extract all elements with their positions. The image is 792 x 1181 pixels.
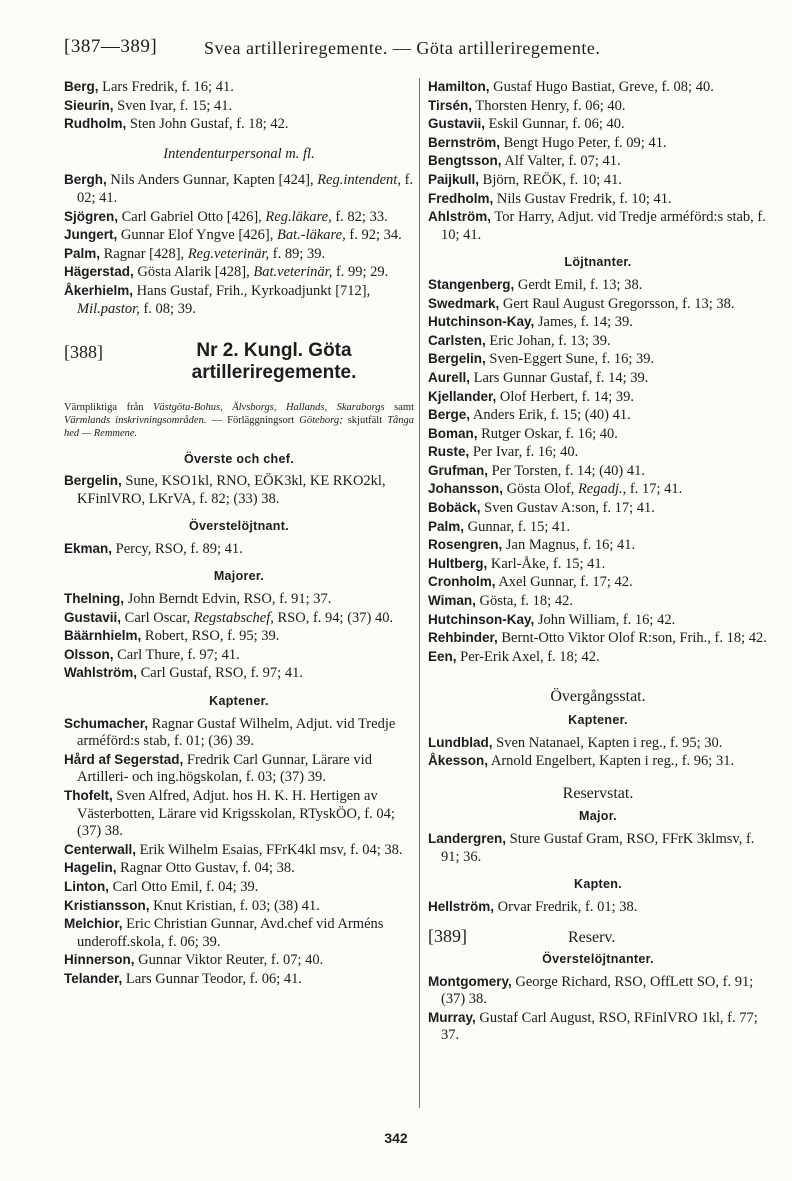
list-item: [428, 518, 768, 537]
desc-field: Tånga hed — Remmene.: [64, 414, 415, 439]
entry-role: Reg.läkare,: [265, 208, 332, 225]
entry-list: [64, 171, 414, 318]
list-item: [64, 97, 414, 116]
entry-surname: Thofelt,: [64, 788, 113, 804]
entry-details: Gunnar Viktor Reuter, f. 07; 40.: [138, 952, 324, 969]
entry-surname: Hutchinson-Kay,: [428, 611, 535, 627]
entry-surname: Palm,: [428, 518, 465, 534]
entry-details: Carl Otto Emil, f. 04; 39.: [112, 878, 259, 895]
entry-details: Gösta Alarik [428],: [137, 264, 250, 281]
entry-details: Gustaf Carl August, RSO, RFinlVRO 1kl, f. 77; 37.: [441, 1009, 758, 1044]
entry-surname: Olsson,: [64, 646, 114, 662]
entry-surname: Hagelin,: [64, 860, 117, 876]
regiment-name: Nr 2. Kungl. Göta artilleriregemente.: [191, 340, 357, 384]
list-item: [428, 332, 768, 351]
entry-surname: Hutchinson-Kay,: [428, 314, 535, 330]
page-number-389: [389]: [428, 926, 467, 947]
entry-surname: Cronholm,: [428, 574, 496, 590]
entry-details: Bengt Hugo Peter, f. 09; 41.: [503, 134, 667, 151]
entry-surname: Sieurin,: [64, 97, 114, 113]
regiment-title: [64, 340, 414, 396]
entry-surname: Åkerhielm,: [64, 282, 134, 298]
entry-surname: Grufman,: [428, 462, 489, 478]
list-item: [64, 78, 414, 97]
entry-list: [428, 973, 768, 1045]
list-item: [64, 951, 414, 970]
list-item: [64, 171, 414, 207]
entry-details: Hans Gustaf, Frih., Kyrkoadjunkt [712],: [136, 282, 371, 299]
entry-surname: Aurell,: [428, 369, 471, 385]
entry-list: [64, 472, 414, 508]
entry-surname: Hultberg,: [428, 555, 488, 571]
entry-details: Eskil Gunnar, f. 06; 40.: [488, 116, 625, 133]
entry-details: Eric Christian Gunnar, Avd.chef vid Arméns underoff.skola, f. 06; 39.: [77, 916, 384, 950]
section-heading-overgangsstat: Övergångsstat.: [550, 688, 646, 706]
entry-surname: Hård af Segerstad,: [64, 751, 184, 767]
list-item: [428, 97, 768, 116]
list-item: [64, 627, 414, 646]
section-heading-kaptener: Kaptener.: [568, 713, 628, 727]
list-item: [64, 915, 414, 951]
entry-dates: f. 17; 41.: [629, 481, 683, 498]
entry-surname: Rudholm,: [64, 116, 127, 132]
list-item: [64, 897, 414, 916]
list-item: [64, 226, 414, 245]
entry-surname: Melchior,: [64, 916, 123, 932]
list-item: [64, 245, 414, 264]
entry-details: Axel Gunnar, f. 17; 42.: [498, 574, 633, 591]
list-item: [64, 472, 414, 508]
list-item: [428, 973, 768, 1009]
entry-details: Robert, RSO, f. 95; 39.: [144, 628, 280, 645]
entry-details: Olof Herbert, f. 14; 39.: [499, 388, 634, 405]
list-item: [428, 171, 768, 190]
entry-details: Sven Natanael, Kapten i reg., f. 95; 30.: [496, 734, 723, 751]
entry-dates: f. 82; 33.: [335, 208, 388, 225]
entry-details: Rutger Oskar, f. 16; 40.: [481, 425, 618, 442]
entry-surname: Thelning,: [64, 591, 124, 607]
list-item: [64, 787, 414, 841]
entry-details: Orvar Fredrik, f. 01; 38.: [497, 898, 638, 915]
entry-details: Gösta Olof,: [506, 481, 575, 498]
list-item: [428, 648, 768, 667]
list-item: [428, 313, 768, 332]
list-item: [428, 115, 768, 134]
entry-details: Eric Johan, f. 13; 39.: [489, 332, 611, 349]
left-column: [64, 78, 414, 989]
list-item: [428, 276, 768, 295]
page-header: [64, 36, 744, 64]
section-heading-reservstat: Reservstat.: [562, 784, 634, 802]
entry-details: Sten John Gustaf, f. 18; 42.: [129, 116, 289, 133]
list-item: [428, 295, 768, 314]
list-item: [428, 752, 768, 771]
desc-text: skjutfält: [347, 414, 383, 426]
entry-surname: Telander,: [64, 970, 123, 986]
entry-surname: Hinnerson,: [64, 952, 135, 968]
entry-dates: RSO, f. 94; (37) 40.: [277, 609, 394, 626]
entry-details: James, f. 14; 39.: [537, 314, 633, 331]
entry-details: Ragnar Otto Gustav, f. 04; 38.: [120, 860, 295, 877]
entry-details: Sven Alfred, Adjut. hos H. K. H. Hertigen av Västerbotten, Lärare vid Krigsskolan, RTyskÖO, f. 04; (37) 38.: [77, 788, 395, 840]
entry-details: Ragnar Gustaf Wilhelm, Adjut. vid Tredje arméförd:s stab, f. 01; (36) 39.: [77, 715, 396, 750]
entry-details: Nils Gustav Fredrik, f. 10; 41.: [496, 190, 672, 207]
section-heading-overste: Överste och chef.: [183, 451, 294, 466]
entry-surname: Landergren,: [428, 830, 507, 846]
list-item: [64, 263, 414, 282]
entry-role: Regstabschef,: [193, 609, 274, 626]
list-item: [428, 573, 768, 592]
entry-details: Karl-Åke, f. 15; 41.: [490, 555, 606, 572]
entry-surname: Lundblad,: [428, 734, 493, 750]
entry-role: Reg.intendent,: [317, 172, 401, 189]
entry-surname: Centerwall,: [64, 841, 137, 857]
entry-details: Gunnar, f. 15; 41.: [467, 518, 571, 535]
list-item: [428, 350, 768, 369]
entry-details: George Richard, RSO, OffLett SO, f. 91; (37) 38.: [441, 973, 754, 1008]
entry-details: Lars Gunnar Gustaf, f. 14; 39.: [473, 369, 649, 386]
entry-details: Carl Gabriel Otto [426],: [121, 208, 262, 225]
list-item: [428, 629, 768, 648]
list-item: [64, 878, 414, 897]
entry-surname: Johansson,: [428, 481, 504, 497]
desc-place: Göteborg;: [299, 414, 343, 426]
entry-details: Nils Anders Gunnar, Kapten [424],: [110, 172, 314, 189]
list-item: [428, 462, 768, 481]
entry-details: John Berndt Edvin, RSO, f. 91; 37.: [127, 591, 332, 608]
list-item: [428, 134, 768, 153]
entry-role: Regadj.,: [577, 481, 627, 498]
list-item: [428, 369, 768, 388]
entry-list: [64, 78, 414, 134]
list-item: [428, 425, 768, 444]
section-heading-major: Major.: [579, 809, 617, 824]
entry-surname: Tirsén,: [428, 97, 473, 113]
entry-role: Bat.-läkare,: [277, 227, 346, 244]
entry-details: Ragnar [428],: [103, 245, 185, 262]
entry-dates: f. 99; 29.: [335, 264, 389, 281]
entry-details: Lars Gunnar Teodor, f. 06; 41.: [125, 970, 303, 987]
entry-dates: f. 89; 39.: [272, 245, 326, 262]
list-item: [428, 190, 768, 209]
entry-details: Carl Thure, f. 97; 41.: [117, 646, 240, 663]
entry-dates: f. 02; 41.: [77, 172, 414, 206]
entry-details: Sven Gustav A:son, f. 17; 41.: [484, 500, 655, 517]
entry-surname: Palm,: [64, 245, 101, 261]
list-item: [428, 536, 768, 555]
entry-surname: Ruste,: [428, 444, 470, 460]
entry-details: Anders Erik, f. 15; (40) 41.: [472, 407, 631, 424]
entry-details: Lars Fredrik, f. 16; 41.: [102, 79, 234, 95]
list-item: [64, 751, 414, 787]
entry-surname: Bernström,: [428, 134, 501, 150]
list-item: [64, 646, 414, 665]
entry-surname: Bergh,: [64, 172, 107, 188]
entry-surname: Wahlström,: [64, 665, 138, 681]
list-item: [428, 499, 768, 518]
entry-details: Erik Wilhelm Esaias, FFrK4kl msv, f. 04; 38.: [139, 841, 403, 858]
entry-dates: f. 08; 39.: [143, 300, 196, 317]
entry-surname: Linton,: [64, 878, 109, 894]
list-item: [64, 208, 414, 227]
entry-surname: Berge,: [428, 407, 471, 423]
list-item: [64, 859, 414, 878]
entry-surname: Swedmark,: [428, 295, 500, 311]
list-item: [64, 664, 414, 683]
entry-surname: Paijkull,: [428, 171, 480, 187]
entry-details: Fredrik Carl Gunnar, Lärare vid Artilleri- och ing.högskolan, f. 03; (37) 39.: [77, 751, 372, 786]
entry-surname: Gustavii,: [64, 609, 122, 625]
entry-details: Gunnar Elof Yngve [426],: [120, 227, 274, 244]
desc-text: samt: [394, 402, 414, 414]
entry-list: [428, 276, 768, 666]
section-heading-majorer: Majorer.: [213, 569, 265, 584]
entry-surname: Wiman,: [428, 593, 476, 609]
entry-surname: Jungert,: [64, 227, 118, 243]
list-item: [428, 388, 768, 407]
entry-list: [64, 590, 414, 683]
entry-details: Bernt-Otto Viktor Olof R:son, Frih., f. 18; 42.: [501, 630, 767, 647]
entry-surname: Åkesson,: [428, 753, 489, 769]
entry-details: Per-Erik Axel, f. 18; 42.: [460, 648, 600, 665]
list-item: [64, 540, 414, 559]
list-item: [64, 590, 414, 609]
entry-details: Gösta, f. 18; 42.: [479, 593, 573, 610]
entry-details: Gert Raul August Gregorsson, f. 13; 38.: [502, 295, 735, 312]
entry-list: [428, 734, 768, 771]
list-item: [64, 115, 414, 134]
entry-surname: Gustavii,: [428, 116, 486, 132]
list-item: [64, 282, 414, 318]
entry-details: John William, f. 16; 42.: [537, 611, 676, 628]
entry-details: Thorsten Henry, f. 06; 40.: [475, 97, 626, 114]
entry-surname: Kristiansson,: [64, 897, 150, 913]
entry-surname: Berg,: [64, 79, 99, 94]
entry-details: Sven-Eggert Sune, f. 16; 39.: [489, 351, 655, 368]
list-item: [428, 443, 768, 462]
entry-surname: Bäärnhielm,: [64, 628, 142, 644]
entry-details: Sture Gustaf Gram, RSO, FFrK 3klmsv, f. 91; 36.: [441, 830, 755, 865]
entry-surname: Hägerstad,: [64, 264, 134, 280]
section-heading-kaptener: Kaptener.: [209, 694, 269, 709]
section-heading-overstelojtnant: Överstelöjtnant.: [189, 519, 289, 534]
entry-surname: Fredholm,: [428, 190, 494, 206]
entry-surname: Rehbinder,: [428, 630, 498, 646]
section-heading-intendentur: Intendenturpersonal m. fl.: [163, 145, 315, 162]
entry-surname: Ekman,: [64, 540, 113, 556]
entry-surname: Bobäck,: [428, 500, 481, 516]
entry-details: Alf Valter, f. 07; 41.: [504, 153, 621, 170]
section-heading-lojtnanter: Löjtnanter.: [564, 255, 632, 270]
entry-details: Björn, REÖK, f. 10; 41.: [482, 171, 623, 188]
section-heading-overstelojtnanter: Överstelöjtnanter.: [542, 951, 654, 966]
list-item: [64, 609, 414, 628]
page-title: Svea artilleriregemente. — Göta artilleriregemente.: [204, 38, 601, 58]
entry-surname: Schumacher,: [64, 715, 149, 731]
entry-surname: Bergelin,: [64, 473, 122, 489]
list-item: [428, 480, 768, 499]
entry-details: Tor Harry, Adjut. vid Tredje arméförd:s stab, f. 10; 41.: [441, 209, 766, 243]
entry-surname: Een,: [428, 648, 457, 664]
entry-list: [428, 898, 768, 917]
entry-surname: Sjögren,: [64, 208, 119, 224]
entry-details: Knut Kristian, f. 03; (38) 41.: [153, 897, 320, 914]
desc-areas: Västgöta-Bohus, Älvsborgs, Hallands, Skaraborgs: [153, 402, 385, 414]
entry-role: Reg.veterinär,: [187, 245, 270, 262]
entry-details: Gerdt Emil, f. 13; 38.: [517, 276, 643, 293]
regiment-description: [64, 402, 414, 440]
list-item: [428, 1009, 768, 1045]
section-heading-kapten: Kapten.: [574, 877, 622, 892]
entry-surname: Stangenberg,: [428, 276, 515, 292]
desc-areas: Värmlands inskrivningsområden.: [64, 414, 207, 426]
section-heading-reserv: Reserv.: [568, 929, 616, 947]
page-number: 342: [384, 1130, 408, 1146]
entry-role: Mil.pastor,: [77, 300, 140, 317]
entry-surname: Hamilton,: [428, 79, 490, 94]
entry-details: Sven Ivar, f. 15; 41.: [117, 97, 233, 114]
list-item: [428, 611, 768, 630]
list-item: [428, 898, 768, 917]
entry-dates: f. 92; 34.: [349, 227, 402, 244]
list-item: [428, 555, 768, 574]
entry-surname: Rosengren,: [428, 537, 503, 553]
entry-surname: Montgomery,: [428, 973, 512, 989]
entry-surname: Boman,: [428, 425, 478, 441]
entry-list: [428, 78, 768, 244]
entry-surname: Ahlström,: [428, 209, 492, 225]
entry-details: Sune, KSO1kl, RNO, EÖK3kl, KE RKO2kl, KFinlVRO, LKrVA, f. 82; (33) 38.: [77, 473, 386, 507]
entry-list: [64, 715, 414, 989]
regiment-page-number: [388]: [64, 342, 103, 363]
entry-surname: Carlsten,: [428, 332, 486, 348]
list-item: [428, 406, 768, 425]
list-item: [428, 152, 768, 171]
list-item: [428, 78, 768, 97]
list-item: [428, 208, 768, 244]
list-item: [64, 970, 414, 989]
entry-list: [428, 830, 768, 866]
entry-surname: Bengtsson,: [428, 153, 502, 169]
list-item: [428, 830, 768, 866]
desc-text: — Förläggningsort: [211, 414, 295, 426]
entry-details: Per Ivar, f. 16; 40.: [472, 444, 579, 461]
column-divider: [419, 78, 420, 1108]
entry-details: Carl Oscar,: [124, 609, 191, 626]
entry-details: Carl Gustaf, RSO, f. 97; 41.: [140, 665, 303, 682]
right-column: [428, 78, 768, 1045]
list-item: [64, 841, 414, 860]
entry-surname: Hellström,: [428, 898, 495, 914]
list-item: [428, 592, 768, 611]
list-item: [64, 715, 414, 751]
entry-details: Percy, RSO, f. 89; 41.: [115, 540, 243, 557]
entry-details: Gustaf Hugo Bastiat, Greve, f. 08; 40.: [493, 79, 714, 95]
list-item: [428, 734, 768, 753]
entry-list: [64, 540, 414, 559]
reserv-title: [428, 928, 768, 947]
entry-role: Bat.veterinär,: [253, 264, 333, 281]
entry-surname: Murray,: [428, 1009, 476, 1025]
page-range: [387—389]: [64, 36, 158, 57]
desc-text: Värnpliktiga från: [64, 402, 144, 414]
entry-details: Arnold Engelbert, Kapten i reg., f. 96; 31.: [490, 753, 735, 770]
entry-details: Per Torsten, f. 14; (40) 41.: [491, 462, 646, 479]
entry-surname: Kjellander,: [428, 388, 497, 404]
entry-surname: Bergelin,: [428, 351, 486, 367]
entry-details: Jan Magnus, f. 16; 41.: [505, 537, 636, 554]
